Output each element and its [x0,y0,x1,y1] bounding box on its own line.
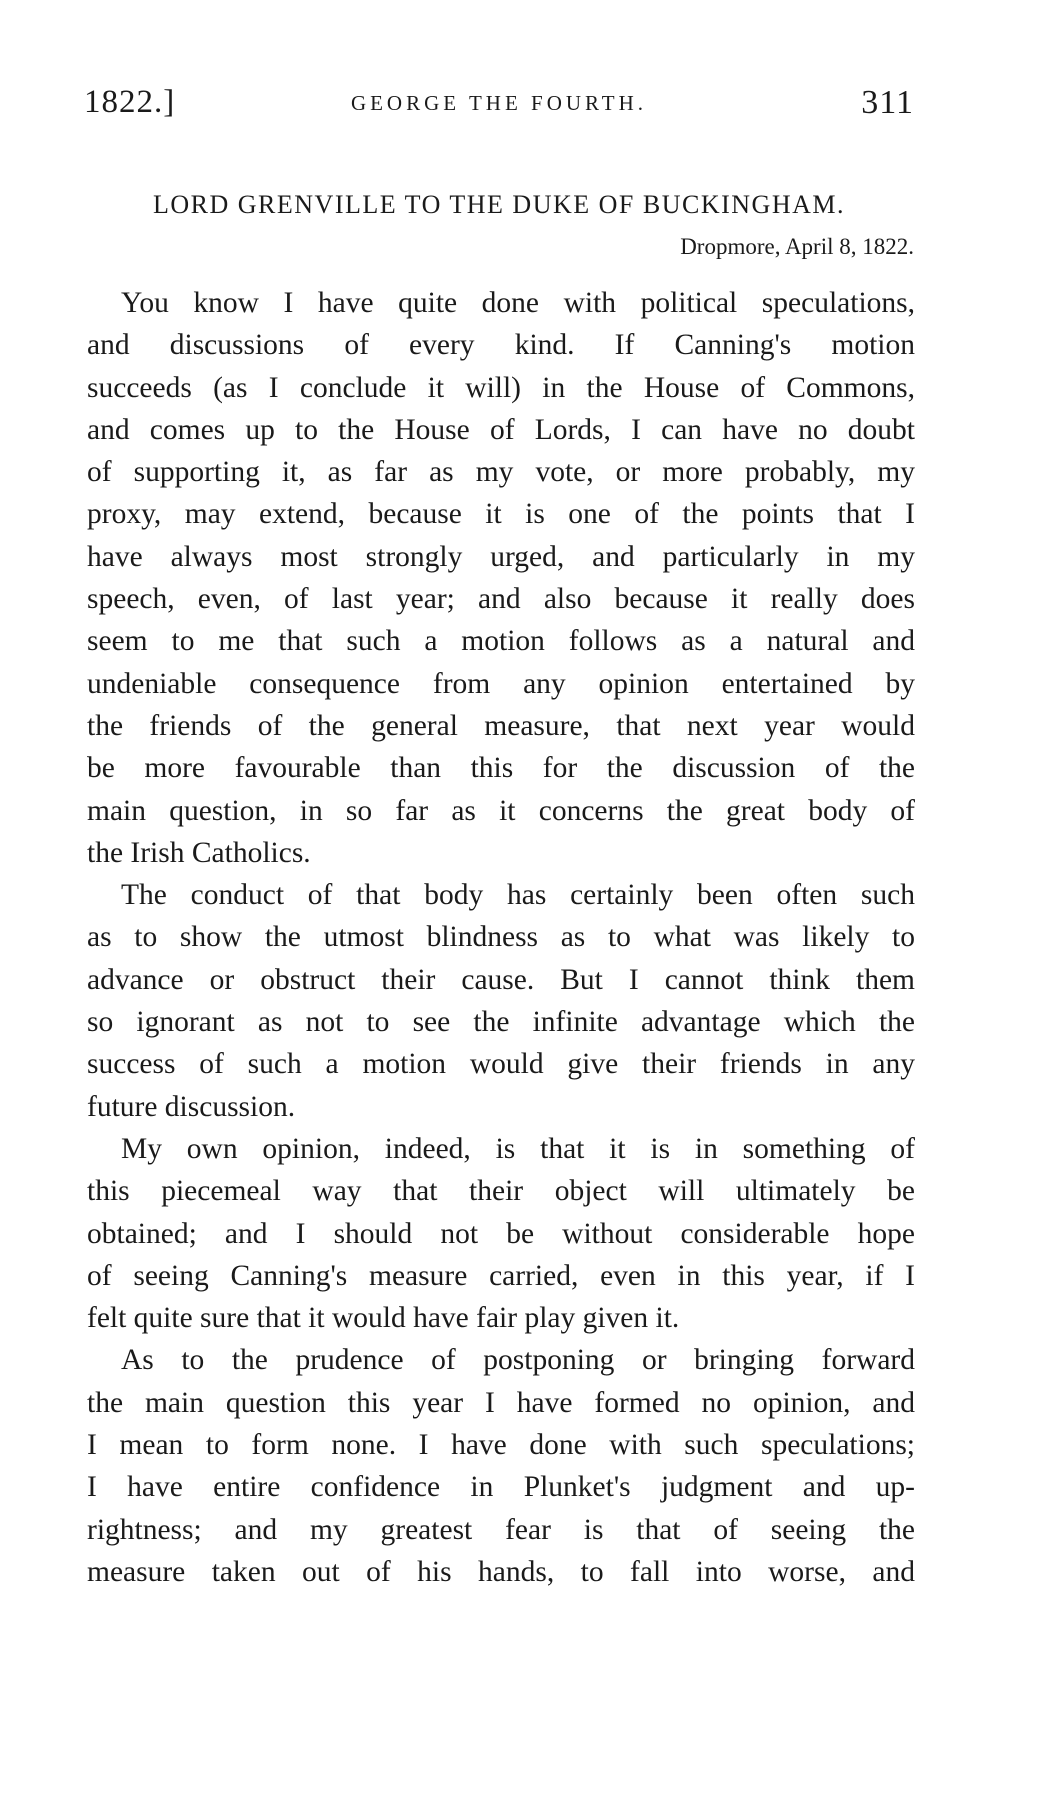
running-head-title: GEORGE THE FOURTH. [350,91,648,115]
text-line: undeniable consequence from any opinion entertained by [87,667,915,700]
text-line: so ignorant as not to see the infinite advantage which the [87,1006,915,1039]
text-line: main question, in so far as it concerns the great body of [87,794,915,827]
text-line: of supporting it, as far as my vote, or more probably, my [87,456,915,489]
text-line: You know I have quite done with political speculations, [121,287,915,319]
page-number: 311 [861,84,914,121]
text-line: As to the prudence of postponing or bringing forward [121,1344,915,1377]
text-line: speech, even, of last year; and also because it really does [87,583,915,616]
text-line: measure taken out of his hands, to fall into worse, and [87,1555,915,1588]
text-line: the main question this year I have formed no opinion, and [87,1386,915,1419]
text-line: proxy, may extend, because it is one of the points that I [87,498,915,531]
text-line: seem to me that such a motion follows as a natural and [87,625,915,658]
text-line: be more favourable than this for the discussion of the [87,752,915,785]
text-line: have always most strongly urged, and particularly in my [87,540,915,573]
letter-heading: LORD GRENVILLE TO THE DUKE OF BUCKINGHAM. [153,190,845,219]
running-head-year: 1822.] [84,84,176,120]
paragraph [87,282,915,874]
text-line: obtained; and I should not be without considerable hope [87,1217,915,1250]
text-line: the Irish Catholics. [87,836,311,869]
text-line: My own opinion, indeed, is that it is in something of [121,1132,915,1165]
text-line: of seeing Canning's measure carried, even in this year, if I [87,1259,915,1292]
text-line: I have entire confidence in Plunket's judgment and up- [87,1471,915,1504]
text-line: the friends of the general measure, that next year would [87,709,915,742]
text-line: as to show the utmost blindness as to what was likely to [87,921,915,954]
text-line: I mean to form none. I have done with such speculations; [87,1429,915,1462]
text-line: rightness; and my greatest fear is that of seeing the [87,1513,915,1546]
text-line: future discussion. [87,1090,296,1123]
letter-body [87,282,915,1593]
running-head [84,84,914,124]
text-line: The conduct of that body has certainly been often such [121,879,915,912]
text-line: and discussions of every kind. If Canning's motion [87,329,915,362]
text-line: success of such a motion would give their friends in any [87,1048,915,1081]
paragraph [87,874,915,1128]
text-line: and comes up to the House of Lords, I can have no doubt [87,413,915,446]
letter-dateline: Dropmore, April 8, 1822. [680,234,914,259]
text-line: this piecemeal way that their object will ultimately be [87,1175,915,1208]
paragraph [87,1339,915,1593]
text-line: advance or obstruct their cause. But I cannot think them [87,963,915,996]
paragraph [87,1128,915,1339]
text-line: succeeds (as I conclude it will) in the House of Commons, [87,371,915,404]
text-line: felt quite sure that it would have fair play given it. [87,1302,680,1335]
